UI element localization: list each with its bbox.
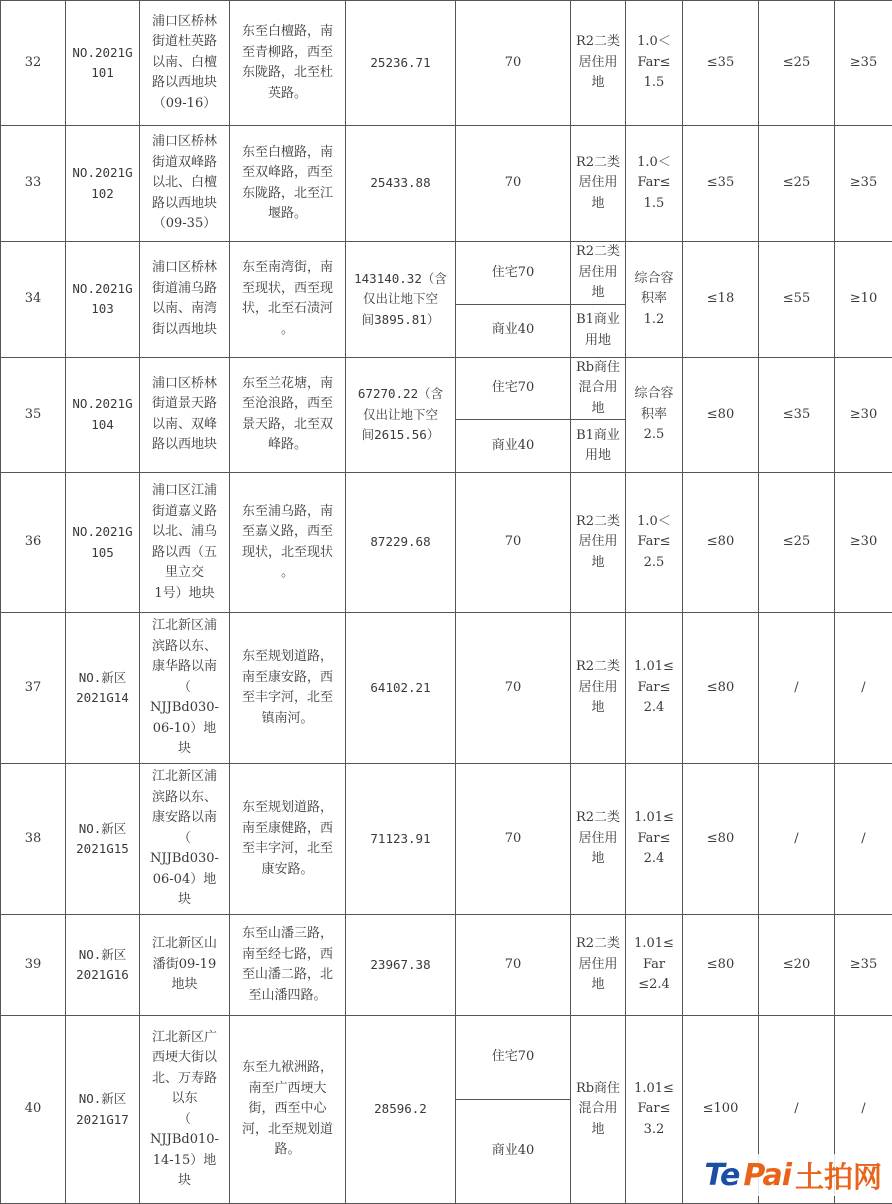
row-number: 33 (1, 126, 66, 242)
table-row (1, 764, 892, 915)
parcel-boundary: 东至九袱洲路， 南至广西埂大 街，西至中心 河，北至规划道 路。 (230, 1016, 346, 1204)
building-height: ≤80 (683, 473, 759, 613)
ownership-ratio-commercial: 商业40 (456, 420, 571, 473)
parcel-location: 浦口区桥林 街道双峰路 以北、白檀 路以西地块 （09-35） (140, 126, 230, 242)
watermark-brand-b: Pai (743, 1158, 791, 1193)
land-use-residential: Rb商住 混合用 地 (571, 357, 626, 420)
parcel-code: NO.2021G 102 (66, 126, 140, 242)
row-number: 36 (1, 473, 66, 613)
watermark-brand-a: Te (704, 1158, 739, 1193)
parcel-code: NO.新区 2021G14 (66, 613, 140, 764)
parcel-code: NO.新区 2021G17 (66, 1016, 140, 1204)
floor-area-ratio: 1.01≤ Far≤ 2.4 (626, 764, 683, 915)
table-row (1, 242, 892, 305)
parcel-boundary: 东至规划道路， 南至康健路，西 至丰字河，北至 康安路。 (230, 764, 346, 915)
parcel-area: 71123.91 (346, 764, 456, 915)
table-row (1, 1, 892, 126)
ownership-ratio-residential: 住宅70 (456, 1016, 571, 1100)
building-height: ≤100 (683, 1016, 759, 1204)
parcel-location: 江北新区浦 滨路以东、 康安路以南 （ NJJBd030- 06-04）地 块 (140, 764, 230, 915)
parcel-boundary: 东至白檀路，南 至青柳路，西至 东陇路，北至杜 英路。 (230, 1, 346, 126)
green-ratio: / (835, 613, 892, 764)
watermark-brand-cn: 土拍网 (795, 1155, 882, 1196)
building-density: ≤20 (759, 915, 835, 1016)
ownership-ratio-commercial: 商业40 (456, 304, 571, 357)
land-use-commercial: B1商业 用地 (571, 304, 626, 357)
building-density: ≤25 (759, 1, 835, 126)
table-row (1, 1016, 892, 1100)
land-use: Rb商住 混合用 地 (571, 1016, 626, 1204)
floor-area-ratio: 1.01≤ Far≤ 3.2 (626, 1016, 683, 1204)
table-row (1, 473, 892, 613)
land-use: R2二类 居住用 地 (571, 1, 626, 126)
parcel-boundary: 东至兰花塘，南 至沧浪路，西至 景天路，北至双 峰路。 (230, 357, 346, 473)
building-density: / (759, 764, 835, 915)
parcel-location: 浦口区桥林 街道浦乌路 以南、南湾 街以西地块 (140, 242, 230, 358)
building-height: ≤35 (683, 126, 759, 242)
land-use: R2二类 居住用 地 (571, 126, 626, 242)
parcel-area: 87229.68 (346, 473, 456, 613)
row-number: 37 (1, 613, 66, 764)
land-use: R2二类 居住用 地 (571, 613, 626, 764)
parcel-code: NO.新区 2021G16 (66, 915, 140, 1016)
ownership-ratio: 70 (456, 1, 571, 126)
green-ratio: ≥30 (835, 357, 892, 473)
land-use: R2二类 居住用 地 (571, 764, 626, 915)
table-row (1, 357, 892, 420)
land-use-residential: R2二类 居住用 地 (571, 242, 626, 305)
parcel-boundary: 东至浦乌路，南 至嘉义路，西至 现状，北至现状 。 (230, 473, 346, 613)
parcel-location: 浦口区江浦 街道嘉义路 以北、浦乌 路以西（五 里立交 1号）地块 (140, 473, 230, 613)
building-height: ≤18 (683, 242, 759, 358)
green-ratio: ≥30 (835, 473, 892, 613)
green-ratio: ≥35 (835, 915, 892, 1016)
row-number: 40 (1, 1016, 66, 1204)
parcel-boundary: 东至白檀路，南 至双峰路，西至 东陇路，北至江 堰路。 (230, 126, 346, 242)
green-ratio: ≥35 (835, 1, 892, 126)
building-height: ≤80 (683, 357, 759, 473)
green-ratio: ≥35 (835, 126, 892, 242)
ownership-ratio: 70 (456, 126, 571, 242)
floor-area-ratio: 1.01≤ Far ≤2.4 (626, 915, 683, 1016)
green-ratio: / (835, 764, 892, 915)
building-density: / (759, 613, 835, 764)
building-density: ≤25 (759, 473, 835, 613)
table-row (1, 915, 892, 1016)
land-use: R2二类 居住用 地 (571, 915, 626, 1016)
land-use-commercial: B1商业 用地 (571, 420, 626, 473)
row-number: 34 (1, 242, 66, 358)
parcel-location: 江北新区山 潘街09-19 地块 (140, 915, 230, 1016)
building-density: ≤25 (759, 126, 835, 242)
parcel-code: NO.2021G 105 (66, 473, 140, 613)
table-row (1, 126, 892, 242)
parcel-code: NO.2021G 104 (66, 357, 140, 473)
building-density: ≤55 (759, 242, 835, 358)
building-height: ≤80 (683, 764, 759, 915)
floor-area-ratio: 1.0＜ Far≤ 1.5 (626, 1, 683, 126)
parcel-area: 64102.21 (346, 613, 456, 764)
green-ratio: ≥10 (835, 242, 892, 358)
parcel-code: NO.新区 2021G15 (66, 764, 140, 915)
parcel-code: NO.2021G 103 (66, 242, 140, 358)
building-height: ≤80 (683, 915, 759, 1016)
parcel-boundary: 东至南湾街，南 至现状，西至现 状，北至石渍河 。 (230, 242, 346, 358)
parcel-code: NO.2021G 101 (66, 1, 140, 126)
ownership-ratio: 70 (456, 613, 571, 764)
ownership-ratio: 70 (456, 473, 571, 613)
parcel-area: 67270.22（含 仅出让地下空 间2615.56） (346, 357, 456, 473)
building-density: ≤35 (759, 357, 835, 473)
building-density: / (759, 1016, 835, 1204)
ownership-ratio-residential: 住宅70 (456, 357, 571, 420)
row-number: 35 (1, 357, 66, 473)
parcel-location: 江北新区浦 滨路以东、 康华路以南 （ NJJBd030- 06-10）地 块 (140, 613, 230, 764)
ownership-ratio-residential: 住宅70 (456, 242, 571, 305)
land-use: R2二类 居住用 地 (571, 473, 626, 613)
building-height: ≤35 (683, 1, 759, 126)
parcel-location: 浦口区桥林 街道杜英路 以南、白檀 路以西地块 （09-16） (140, 1, 230, 126)
ownership-ratio: 70 (456, 764, 571, 915)
parcel-area: 25236.71 (346, 1, 456, 126)
parcel-boundary: 东至山潘三路， 南至经七路，西 至山潘二路，北 至山潘四路。 (230, 915, 346, 1016)
parcel-area: 143140.32（含 仅出让地下空 间3895.81） (346, 242, 456, 358)
parcel-boundary: 东至规划道路， 南至康安路，西 至丰字河，北至 镇南河。 (230, 613, 346, 764)
parcel-area: 23967.38 (346, 915, 456, 1016)
floor-area-ratio: 1.01≤ Far≤ 2.4 (626, 613, 683, 764)
parcel-area: 28596.2 (346, 1016, 456, 1204)
building-height: ≤80 (683, 613, 759, 764)
row-number: 32 (1, 1, 66, 126)
parcel-location: 浦口区桥林 街道景天路 以南、双峰 路以西地块 (140, 357, 230, 473)
floor-area-ratio: 1.0＜ Far≤ 2.5 (626, 473, 683, 613)
parcel-area: 25433.88 (346, 126, 456, 242)
parcel-location: 江北新区广 西埂大街以 北、万寿路 以东 （ NJJBd010- 14-15）地 块 (140, 1016, 230, 1204)
ownership-ratio: 70 (456, 915, 571, 1016)
floor-area-ratio: 综合容 积率 1.2 (626, 242, 683, 358)
ownership-ratio-commercial: 商业40 (456, 1100, 571, 1204)
floor-area-ratio: 1.0＜ Far≤ 1.5 (626, 126, 683, 242)
green-ratio: / (835, 1016, 892, 1204)
table-row (1, 613, 892, 764)
row-number: 38 (1, 764, 66, 915)
tepai-watermark-logo (700, 1154, 886, 1196)
row-number: 39 (1, 915, 66, 1016)
floor-area-ratio: 综合容 积率 2.5 (626, 357, 683, 473)
